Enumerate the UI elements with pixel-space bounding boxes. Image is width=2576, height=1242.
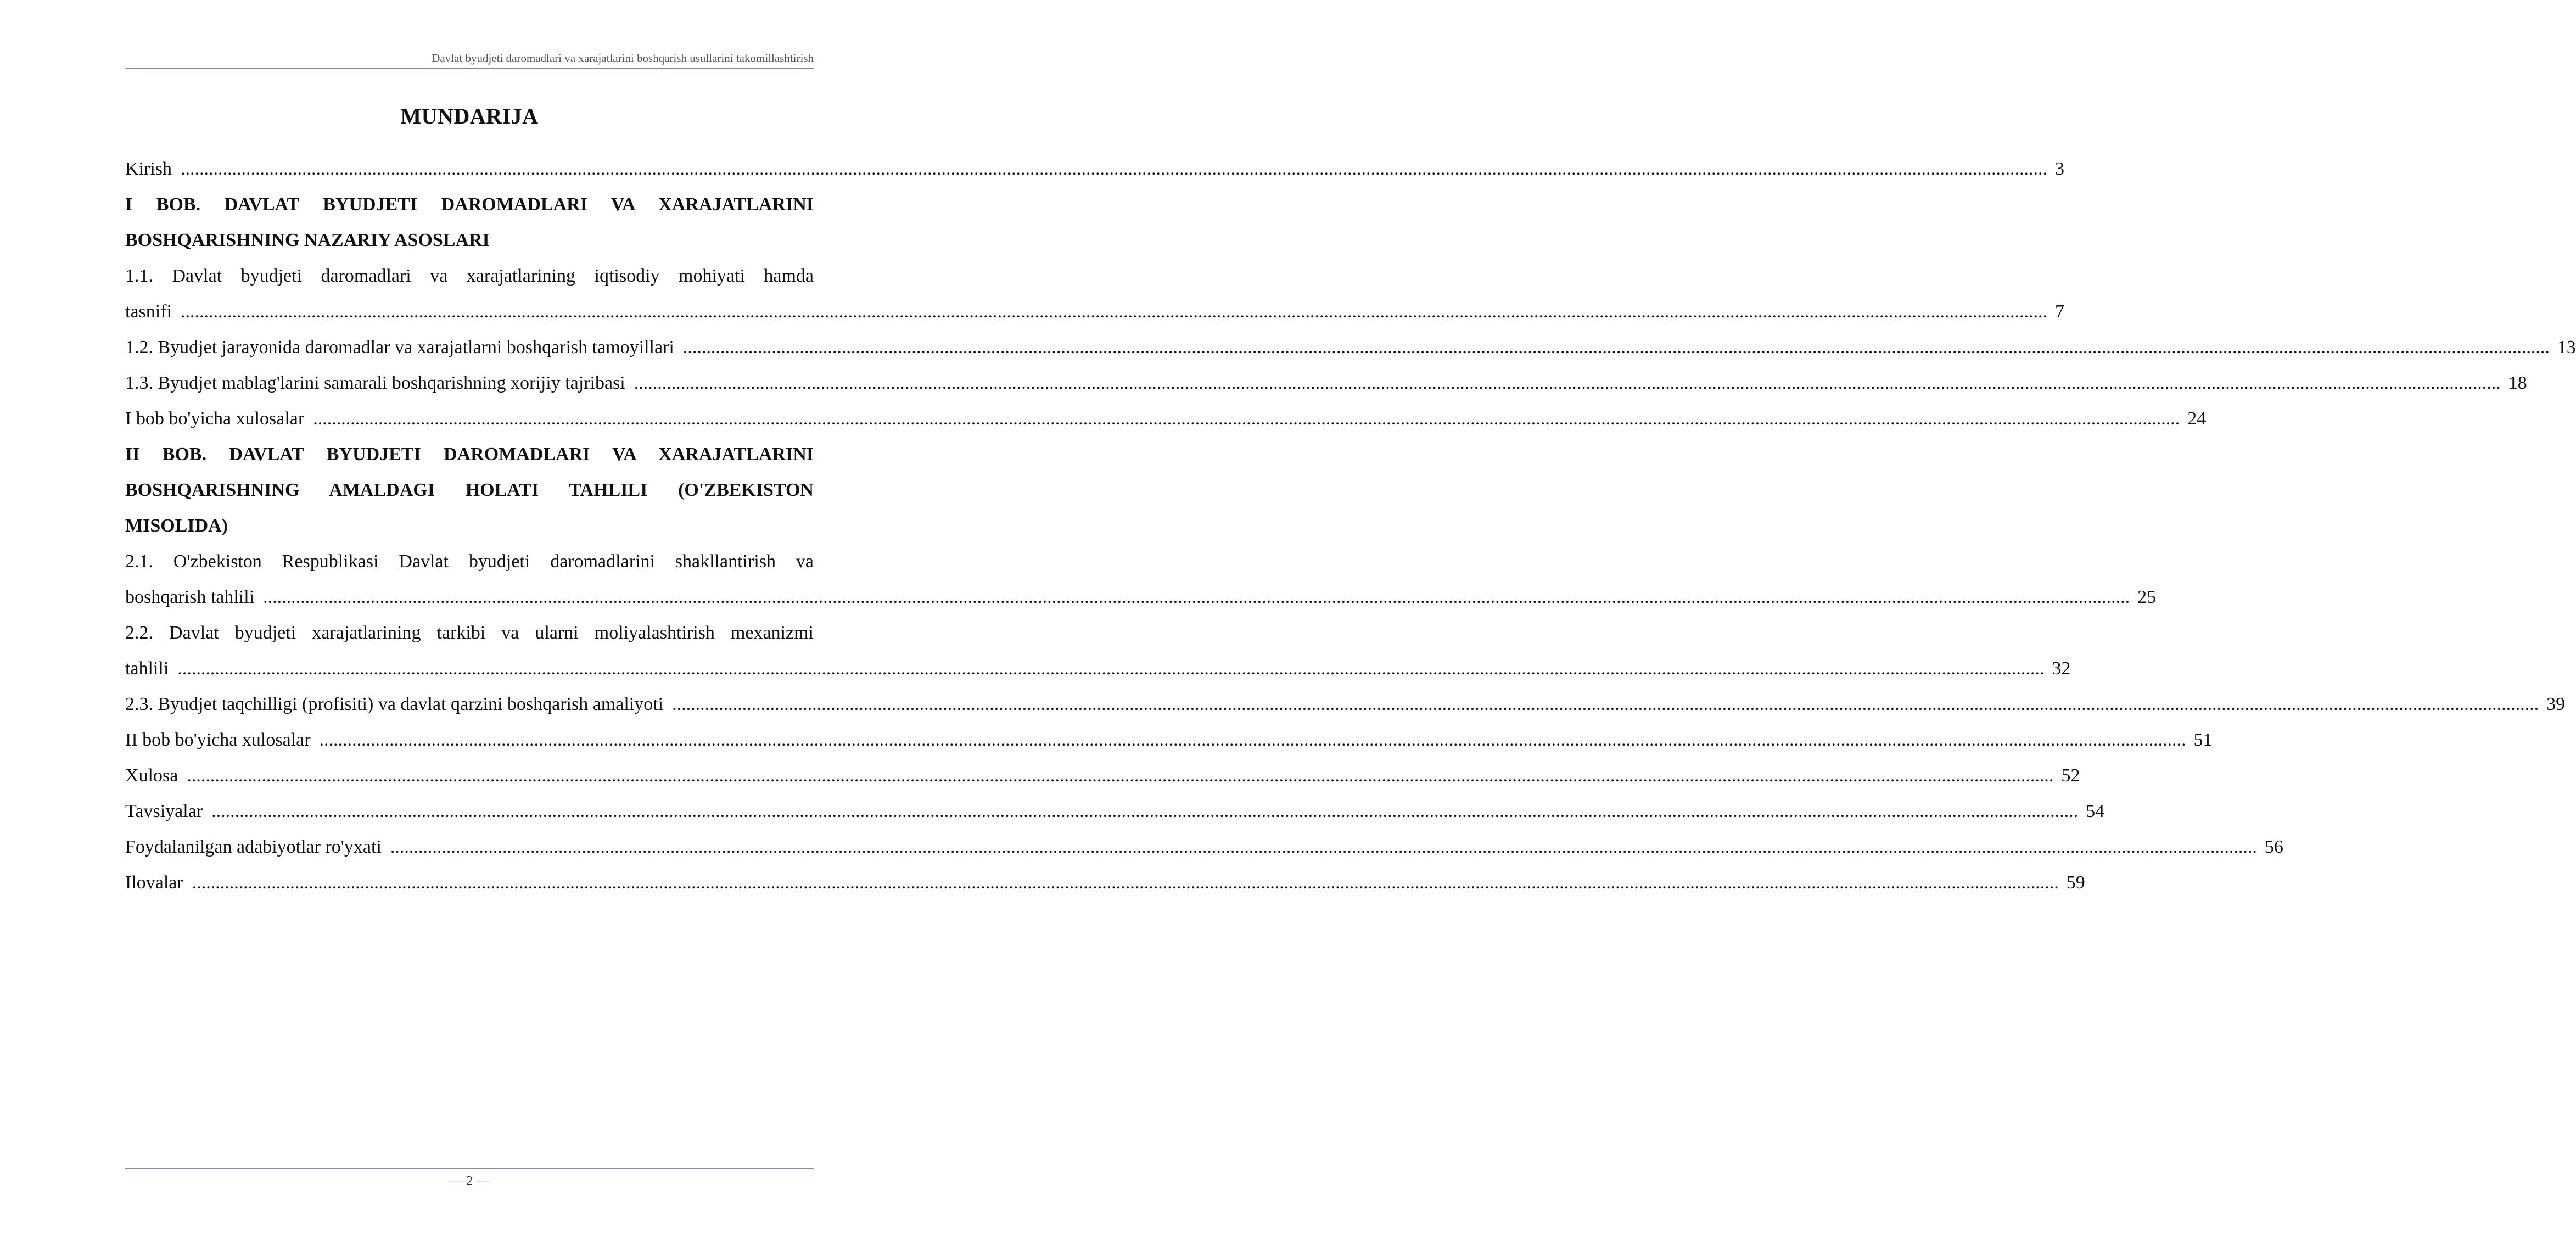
toc-entry-adabiyotlar[interactable] xyxy=(125,829,2283,865)
toc-entry-ilovalar[interactable] xyxy=(125,865,2085,900)
page-footer xyxy=(125,1174,814,1189)
toc-entry-label: Tavsiyalar xyxy=(125,801,203,821)
toc-entry-1-1-line-1[interactable]: 1.1. Davlat byudjeti daromadlari va xarajatlarining iqtisodiy mohiyati hamda xyxy=(125,266,814,286)
header-rule xyxy=(125,68,814,69)
toc-entry-page: 56 xyxy=(2264,837,2283,857)
dot-leader: ................................................................................................................................................................................................................................................................................................................................................................................................................ xyxy=(192,872,2059,893)
footer-dash-right: — xyxy=(473,1174,489,1188)
toc-entry-2-3[interactable] xyxy=(125,686,2566,722)
toc-entry-1-2[interactable] xyxy=(125,329,2576,365)
toc-entry-page: 3 xyxy=(2055,159,2064,179)
toc-entry-page: 52 xyxy=(2061,765,2080,786)
toc-entry-1-1[interactable] xyxy=(125,294,2064,329)
toc-entry-page: 32 xyxy=(2052,658,2071,679)
dot-leader: ................................................................................................................................................................................................................................................................................................................................................................................................................ xyxy=(313,409,2180,429)
toc-entry-page: 51 xyxy=(2193,730,2213,750)
footer-dash-left: — xyxy=(450,1174,466,1188)
toc-entry-page: 25 xyxy=(2137,587,2157,607)
dot-leader: ................................................................................................................................................................................................................................................................................................................................................................................................................ xyxy=(263,587,2130,607)
toc-entry-chapter-1-summary[interactable] xyxy=(125,401,2207,437)
toc-entry-label: Foydalanilgan adabiyotlar ro'yxati xyxy=(125,837,382,857)
dot-leader: ................................................................................................................................................................................................................................................................................................................................................................................................................ xyxy=(177,658,2045,679)
toc-entry-chapter-2-summary[interactable] xyxy=(125,722,2213,758)
dot-leader: ................................................................................................................................................................................................................................................................................................................................................................................................................ xyxy=(180,301,2047,322)
toc-entry-label: Ilovalar xyxy=(125,872,183,893)
page-number: 2 xyxy=(466,1174,473,1188)
toc-entry-page: 18 xyxy=(2508,373,2527,393)
table-of-contents xyxy=(125,151,2576,900)
toc-entry-label: Kirish xyxy=(125,159,172,179)
toc-entry-page: 7 xyxy=(2054,301,2064,322)
toc-entry-2-1[interactable] xyxy=(125,579,2157,615)
toc-entry-label: 1.3. Byudjet mablag'larini samarali boshqarishning xorijiy tajribasi xyxy=(125,373,625,393)
toc-entry-label: II bob bo'yicha xulosalar xyxy=(125,730,311,750)
toc-entry-2-1-line-1[interactable]: 2.1. O'zbekiston Respublikasi Davlat byudjeti daromadlarini shakllantirish va xyxy=(125,551,814,572)
toc-entry-label: I bob bo'yicha xulosalar xyxy=(125,409,305,429)
dot-leader: ................................................................................................................................................................................................................................................................................................................................................................................................................ xyxy=(672,694,2539,714)
toc-entry-page: 59 xyxy=(2066,872,2085,893)
toc-entry-page: 24 xyxy=(2187,409,2207,429)
toc-entry-tavsiyalar[interactable] xyxy=(125,793,2105,829)
toc-chapter-2-line-3[interactable]: MISOLIDA) xyxy=(125,516,228,536)
dot-leader: ................................................................................................................................................................................................................................................................................................................................................................................................................ xyxy=(181,159,2047,179)
toc-entry-page: 39 xyxy=(2546,694,2566,714)
toc-chapter-1-line-2[interactable]: BOSHQARISHNING NAZARIY ASOSLARI xyxy=(125,230,490,250)
toc-entry-page: 13 xyxy=(2557,337,2576,357)
dot-leader: ................................................................................................................................................................................................................................................................................................................................................................................................................ xyxy=(634,373,2501,393)
toc-entry-1-3[interactable] xyxy=(125,365,2527,401)
footer-rule xyxy=(125,1168,814,1169)
dot-leader: ................................................................................................................................................................................................................................................................................................................................................................................................................ xyxy=(682,337,2550,357)
toc-chapter-1-line-1[interactable]: I BOB. DAVLAT BYUDJETI DAROMADLARI VA XARAJATLARINI xyxy=(125,194,814,215)
toc-entry-xulosa[interactable] xyxy=(125,758,2080,793)
page-title: MUNDARIJA xyxy=(400,104,539,128)
dot-leader: ................................................................................................................................................................................................................................................................................................................................................................................................................ xyxy=(390,837,2257,857)
toc-entry-label: tasnifi xyxy=(125,301,172,322)
toc-entry-page: 54 xyxy=(2086,801,2105,821)
toc-entry-label: tahlili xyxy=(125,658,169,679)
toc-entry-label: 2.3. Byudjet taqchilligi (profisiti) va davlat qarzini boshqarish amaliyoti xyxy=(125,694,664,714)
toc-entry-label: Xulosa xyxy=(125,765,178,786)
toc-entry-2-2[interactable] xyxy=(125,651,2071,686)
running-header: Davlat byudjeti daromadlari va xarajatlarini boshqarish usullarini takomillashtirish xyxy=(432,52,814,65)
toc-chapter-2-line-1[interactable]: II BOB. DAVLAT BYUDJETI DAROMADLARI VA XARAJATLARINI xyxy=(125,444,814,465)
dot-leader: ................................................................................................................................................................................................................................................................................................................................................................................................................ xyxy=(187,765,2054,786)
dot-leader: ................................................................................................................................................................................................................................................................................................................................................................................................................ xyxy=(211,801,2079,821)
toc-entry-2-2-line-1[interactable]: 2.2. Davlat byudjeti xarajatlarining tarkibi va ularni moliyalashtirish mexanizmi xyxy=(125,623,814,643)
toc-entry-label: 1.2. Byudjet jarayonida daromadlar va xarajatlarni boshqarish tamoyillari xyxy=(125,337,674,357)
toc-chapter-2-line-2[interactable]: BOSHQARISHNING AMALDAGI HOLATI TAHLILI (O'ZBEKISTON xyxy=(125,480,814,500)
dot-leader: ................................................................................................................................................................................................................................................................................................................................................................................................................ xyxy=(319,730,2186,750)
toc-entry-kirish[interactable] xyxy=(125,151,2064,187)
toc-entry-label: boshqarish tahlili xyxy=(125,587,255,607)
